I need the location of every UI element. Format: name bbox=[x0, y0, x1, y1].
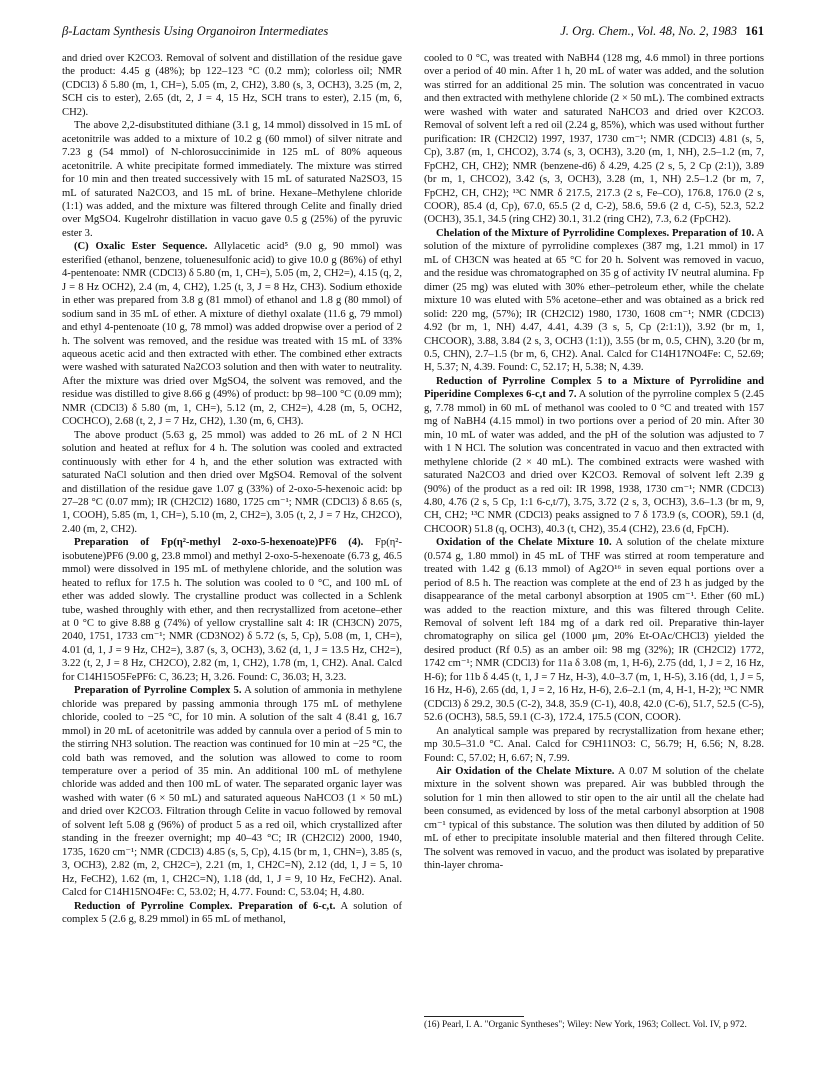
footnote-text: (16) Pearl, I. A. "Organic Syntheses"; Wiley: New York, 1963; Collect. Vol. IV, p 972. bbox=[424, 1020, 747, 1030]
footnote bbox=[424, 1020, 764, 1032]
journal-name: J. Org. Chem., Vol. 48, No. 2, 1983 bbox=[560, 24, 738, 38]
paragraph-text: and dried over K2CO3. Removal of solvent and distillation of the residue gave the product: 4.45 g (48%); bp 122–123 °C (0.2 mm); colorless oil; NMR (CDCl3) δ 5.80 (m, 1, CH=), 5.05 (m, 2, CH2), 3.80 (s, 3, OCH3), 3.25 (m, 2, SCH cis to ester), 2.65 (dt, 2, J = 4, 15 Hz, SCH trans to ester), 2.15 (m, 6, CH2). bbox=[62, 53, 402, 118]
paragraph-text: A solution of the pyrroline complex 5 (2.45 g, 7.78 mmol) in 60 mL of methanol was cooled to 0 °C and treated with 157 mg of NaBH4 (4.15 mmol) in two portions over a period of 20 min. After 30 min, 10 mL of water was added, and the pH of the solution was adjusted to 7 with 1 N HCl. The solution was concentrated in vacuo and then extracted with methylene chloride (2 × 40 mL). The combined extracts were washed with saturated Na2CO3 and dried over K2CO3. Removal of solvent left 2.39 g (90%) of the product as a red oil: IR 1998, 1938, 1730 cm⁻¹; NMR (CDCl3) 4.80, 4.76 (2 s, 5 Cp, 1:1 6-c,t/7), 3.75, 3.72 (2 s, 3, OCH3), 3.6–1.3 (br m, 9, CH, CH2; ¹³C NMR (CDCl3) peaks assigned to 7 δ 173.9 (s, COOR), 59.1 (d, CHCOOR) 51.8 (q, OCH3), 40.3 (t, CH2), 35.4 (CH2), 23.6 (d, FpCH). bbox=[424, 389, 764, 535]
paragraph bbox=[62, 240, 402, 428]
paragraph bbox=[424, 227, 764, 375]
paragraph bbox=[62, 429, 402, 537]
paragraph-text: A solution of ammonia in methylene chloride was prepared by passing ammonia through 175 mL of methylene chloride, cooled to −25 °C, for 10 min. A solution of the salt 4 (8.41 g, 16.7 mmol) in 20 mL of acetonitrile was added by cannula over a period of 5 min to the stirring NH3 solution. The reaction was continued for 10 min at −25 °C, the cold bath was removed, and the solution was allowed to come to room temperature over a period of 35 min. An additional 100 mL of methylene chloride was added and then 100 mL of water. The separated organic layer was washed with water (6 × 50 mL) and saturated aqueous NaHCO3 (1 × 50 mL) and dried over K2CO3. Filtration through Celite in vacuo followed by removal of solvent left 5.08 g (96%) of product 5 as a red oil, which crystallized after standing in the freezer overnight; mp 40–43 °C; IR (CH2Cl2) 2000, 1940, 1735, 1620 cm⁻¹; NMR (CDCl3) 4.85 (s, 5, Cp), 4.15 (br m, 1, CHN=), 3.85 (s, 3, OCH3), 2.82 (m, 2, CH2C=), 2.21 (m, 1, CH2C=N), 2.12 (dd, 1, J = 5, 10 Hz, FeCH2), 1.62 (m, 1, CH2C=N), 1.18 (dd, 1, J = 9, 10 Hz, FeCH2). Anal. Calcd for C14H15NO4Fe: C, 53.02; H, 4.77. Found: C, 53.04; H, 4.80. bbox=[62, 685, 402, 899]
paragraph-text: An analytical sample was prepared by recrystallization from hexane ether; mp 30.5–31.0 °C. Anal. Calcd for C9H11NO3: C, 56.79; H, 6.56; N, 8.28. Found: C, 57.02; H, 6.67; N, 7.99. bbox=[424, 725, 764, 764]
paragraph bbox=[424, 725, 764, 765]
paragraph-heading: Oxidation of the Chelate Mixture 10. bbox=[436, 537, 612, 549]
running-title: β-Lactam Synthesis Using Organoiron Intermediates bbox=[62, 24, 329, 38]
running-header bbox=[62, 24, 764, 44]
paragraph-text: Fp(η²-isobutene)PF6 (9.00 g, 23.8 mmol) and methyl 2-oxo-5-hexenoate (6.73 g, 46.5 mmol) were dissolved in 195 mL of methylene chloride, and the solution was heated to reflux for 17.5 h. The solution was cooled to 0 °C, and 100 mL of ether was added slowly. The crystalline product was collected in a Schlenk tube, washed throughly with ether, and then recrystallized from acetone–ether at 0 °C to give 8.88 g (74%) of yellow crystalline salt 4: IR (CH3CN) 2075, 2040, 1751, 1733 cm⁻¹; NMR (CD3NO2) δ 5.72 (s, 5, Cp), 5.08 (m, 1, CH=), 4.01 (d, 1, J = 9 Hz, CH2=), 3.87 (s, 3, OCH3), 3.62 (d, 1, J = 13.5 Hz, CH2=), 3.22 (t, 2, J = 8 Hz, CH2CO), 2.82 (m, 1, CH2), 1.78 (m, 1, CH2). Anal. Calcd for C14H15O5FePF6: C, 36.23; H, 3.26. Found: C, 36.03; H, 3.23. bbox=[62, 537, 402, 683]
paragraph-text: A 0.07 M solution of the chelate mixture in the solvent shown was prepared. Air was bubbled through the solution for 1 min then allowed to stir open to the air until all the chelate had been consumed, as evidenced by loss of the metal carbonyl absorption at 1908 cm⁻¹ typical of this substance. The solution was then diluted by addition of 50 mL of ether to precipitate insoluble material and then filtered through Celite. The solvent was removed in vacuo, and the product was isolated by preparative thin-layer chroma- bbox=[424, 766, 764, 872]
page-number: 161 bbox=[745, 24, 764, 38]
paragraph bbox=[424, 375, 764, 536]
paragraph-text: The above 2,2-disubstituted dithiane (3.1 g, 14 mmol) dissolved in 15 mL of acetonitrile was added to a mixture of 10.2 g (60 mmol) of silver nitrate and 7.23 g (54 mmol) of N-chlorosuccinimide in 125 mL of 80% aqueous acetonitrile. A white precipitate formed immediately. The mixture was stirred for 10 min and then treated successively with 15 mL of saturated Na2SO3, 15 mL of saturated Na2CO3, and 15 mL of brine. Hexane–Methylene chloride (1:1) was added, and the mixture was filtered through Celite and finally dried over MgSO4. Kugelrohr distillation in vacuo gave 0.5 g (25%) of the pyruvic ester 3. bbox=[62, 120, 402, 239]
paragraph-heading: Preparation of Fp(η²-methyl 2-oxo-5-hexenoate)PF6 (4). bbox=[74, 537, 364, 549]
journal-citation bbox=[560, 24, 764, 39]
paragraph-text: A solution of the mixture of pyrrolidine complexes (387 mg, 1.21 mmol) in 17 mL of CH3CN was heated at 65 °C for 20 h. Solvent was removed in vacuo, and the residue was chromatographed on 35 g of activity IV neutral alumina. Fp dimer (25 mg) was eluted with 30% ether–petroleum ether, while the chelate mixture 10 was eluted with 5% acetone–ether and was obtained as a brick red solid: 220 mg, (57%); IR (CH2Cl2) 1980, 1730, 1608 cm⁻¹; NMR (CDCl3) 4.92 (br m, 1, NH) 4.47, 4.41, 4.39 (3 s, 5, Cp (2:1:1)), 3.92 (br m, 1, CHCOOR), 3.88, 3.84 (2 s, 3, OCH3 (1:1)), 3.55 (br m, 0.5, CHN), 3.20 (br m, 0.5, CHN), 2.7–1.5 (br m, 6, CH2). Anal. Calcd for C14H17NO4Fe: C, 52.69; H, 5.37; N, 4.39. Found: C, 52.17; H, 5.38; N, 4.39. bbox=[424, 227, 764, 374]
left-column bbox=[62, 52, 402, 926]
paragraph-text: A solution of the chelate mixture (0.574 g, 1.80 mmol) in 45 mL of THF was stirred at room temperature and treated with 1.42 g (6.13 mmol) of Ag2O¹⁶ in seven equal portions over a period of 8.5 h. The reaction was complete at the end of 23 h as judged by the disappearance of the metal carbonyl absorption at 1905 cm⁻¹. Ether (60 mL) was added to the reaction mixture, and this was filtered through Celite. Removal of solvent left 184 mg of a dark red oil. Preparative thin-layer chromatography on silica gel (1000 μm, 20% Et-OAc/CHCl3) yielded the desired product (Rf 0.5) as an amber oil: 98 mg (32%); IR (CH2Cl2) 1772, 1742 cm⁻¹; NMR (CDCl3) for 11a δ 3.08 (m, 1, H-6), 2.75 (dd, 1, J = 2, 16 Hz, H-6); for 11b δ 4.45 (t, 1, J = 7 Hz, H-3), 4.0–3.7 (m, 1, H-5), 3.16 (dd, 1, J = 5, 16 Hz, H-6), 2.65 (dd, 1, J = 2, 16 Hz, H-6), 2.6–2.1 (m, 4, H-1, H-2); ¹³C NMR (CDCl3) δ 29.2, 30.5 (C-2), 34.8, 35.9 (C-1), 40.8, 42.0 (C-6), 51.7, 52.5 (C-5), 52.6 (OCH3), 58.5, 59.1 (C-3), 172.4, 175.5 (CON, COOR). bbox=[424, 537, 764, 724]
paragraph-text: The above product (5.63 g, 25 mmol) was added to 26 mL of 2 N HCl solution and heated at reflux for 4 h. The solution was cooled and extracted continuously with ether for 4 h, and the ether solution was extracted with saturated NaCl solution and then dried over MgSO4. Removal of the solvent and distillation of the residue gave 1.07 g (33%) of 2-oxo-5-hexenoic acid: bp 27–28 °C (0.07 mm); IR (CH2Cl2) 1680, 1725 cm⁻¹; NMR (CDCl3) δ 8.65 (s, 1, COOH), 5.85 (m, 1, CH=), 5.10 (m, 2, CH2=), 3.05 (t, 2, J = 7 Hz, CH2CO), 2.40 (m, 2, CH2). bbox=[62, 429, 402, 535]
paragraph-heading: Air Oxidation of the Chelate Mixture. bbox=[436, 766, 615, 778]
paragraph bbox=[424, 765, 764, 873]
paragraph bbox=[62, 684, 402, 899]
paragraph bbox=[62, 536, 402, 684]
paragraph-heading: (C) Oxalic Ester Sequence. bbox=[74, 241, 208, 253]
paragraph bbox=[62, 119, 402, 240]
paragraph-heading: Preparation of Pyrroline Complex 5. bbox=[74, 685, 242, 697]
paragraph-text: cooled to 0 °C, was treated with NaBH4 (128 mg, 4.6 mmol) in three portions over a period of 40 min. After 1 h, 20 mL of water was added, and the solution was stirred for an additional 25 min. The solution was concentrated in vacuo and then extracted with methylene chloride (2 × 50 mL). The combined extracts were washed with water and saturated NaHCO3 and dried over K2CO3. Removal of solvent left a red oil (2.24 g, 85%), which was used without further purification: IR (CH2Cl2) 1997, 1937, 1730 cm⁻¹; NMR (CDCl3) 4.81 (s, 5, Cp), 3.87 (m, 1, CHCO2), 3.74 (s, 3, OCH3), 3.20 (m, 1, NH), 2.5–1.2 (m, 7, FpCH2, CH, CH2); NMR (benzene-d6) δ 4.29, 4.25 (2 s, 5, 2 Cp (2:1)), 3.89 (br m, 1, CHCO2), 3.42 (s, 3, OCH3), 3.28 (m, 1, NH) 2.5–1.2 (br m, 7, FpCH2, CH, CH2); ¹³C NMR δ 217.5, 217.3 (2 s, Fe–CO), 176.8, 176.0 (2 s, COOR), 85.4 (d, Cp), 67.0, 65.5 (2 d, C-2), 58.6, 59.6 (2 d, C-5), 52.3, 52.2 (OCH3), 35.1, 34.5 (ring CH2) 30.1, 31.2 (ring CH2), 7.3, 6.2 (FpCH2). bbox=[424, 53, 764, 226]
paragraph-heading: Reduction of Pyrroline Complex 5 to a Mixture of Pyrrolidine and Piperidine Complexes 6-c,t and 7. bbox=[424, 375, 764, 401]
paragraph bbox=[424, 536, 764, 724]
right-column bbox=[424, 52, 764, 873]
paragraph bbox=[62, 900, 402, 927]
paragraph-text: A solution of complex 5 (2.6 g, 8.29 mmol) in 65 mL of methanol, bbox=[62, 900, 402, 925]
paragraph-heading: Reduction of Pyrroline Complex. Preparation of 6-c,t. bbox=[74, 900, 336, 912]
paragraph bbox=[424, 52, 764, 227]
paragraph bbox=[62, 52, 402, 119]
paragraph-heading: Chelation of the Mixture of Pyrrolidine Complexes. Preparation of 10. bbox=[436, 227, 755, 239]
footnote-rule bbox=[424, 1016, 524, 1017]
paragraph-text: Allylacetic acid⁵ (9.0 g, 90 mmol) was esterified (ethanol, benzene, toluenesulfonic acid) to give 10.0 g (86%) of ethyl 4-pentenoate: NMR (CDCl3) δ 5.80 (m, 1, CH=), 5.05 (m, 2, CH2=), 4.15 (q, 2, J = 8 Hz OCH2), 2.4 (m, 4, CH2), 1.25 (t, 3, J = 8 Hz, CH3). Sodium ethoxide in ether was prepared from 3.8 g (81 mmol) of ethanol and 1.8 g (80 mmol) of sodium sand in 35 mL of ether. A mixture of diethyl oxalate (11.6 g, 79 mmol) and ethyl 4-pentenoate (10 g, 78 mmol) was added dropwise over a period of 2 h. The solvent was removed, and the residue was treated with 15 mL of 33% aqueous acetic acid and then extracted with ether. The combined ether extracts were washed with saturated Na2CO3 solution and then with water to neutrality. After the mixture was dried over MgSO4, the solvent was removed, and the residue was distilled to give 8.66 g (49%) of product: bp 98–100 °C (0.09 mm); NMR (CDCl3) δ 5.80 (m, 1, CH=), 5.12 (m, 2, CH2=), 4.28 (m, 5, OCH2, COCHCO), 2.68 (t, 2, J = 7 Hz, CH2), 1.30 (m, 6, CH3). bbox=[62, 241, 402, 428]
